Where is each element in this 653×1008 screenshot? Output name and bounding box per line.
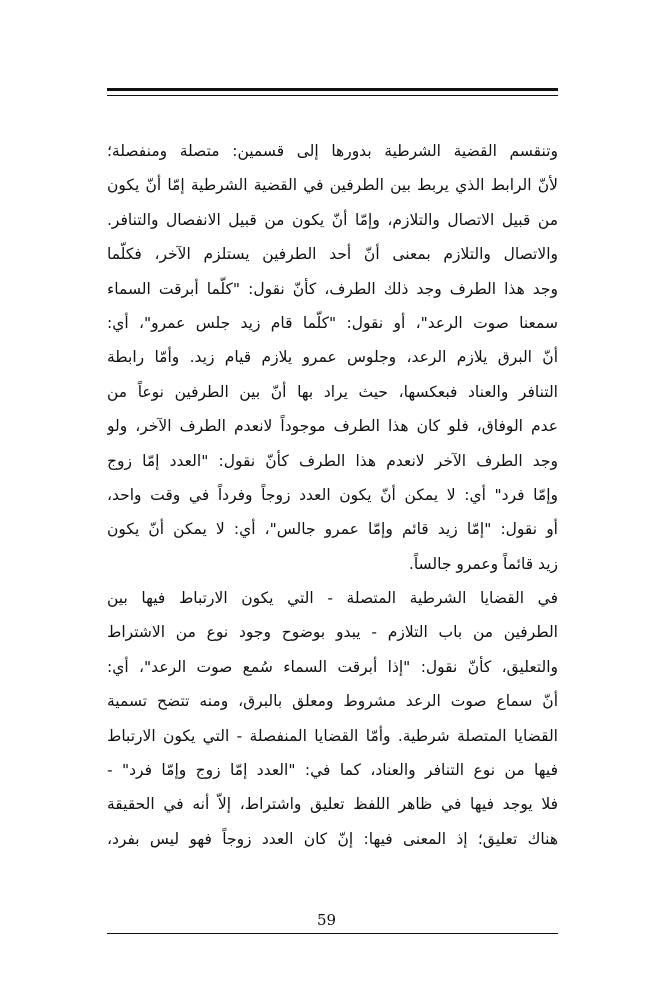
text-line: وجد الطرف الآخر لانعدم هذا الطرف كأنّ نقول: "العدد إمّا زوج — [107, 451, 558, 470]
page-number: 59 — [316, 911, 337, 929]
header-rule-thin — [107, 95, 558, 96]
text-line: فيها من نوع التنافر والعناد، كما في: "العدد إمّا زوج وإمّا فرد" - — [107, 761, 558, 780]
text-line: من قبيل الاتصال والتلازم، وإمّا أنّ يكون من قبيل الانفصال والتنافر. — [107, 210, 558, 229]
body-text — [107, 134, 558, 856]
text-line: زيد قائماً وعمرو جالساً. — [408, 554, 558, 573]
text-line: وتنقسم القضية الشرطية بدورها إلى قسمين: متصلة ومنفصلة؛ — [107, 142, 558, 160]
text-line: في القضايا الشرطية المتصلة - التي يكون الارتباط فيها بين — [107, 589, 558, 608]
text-line: سمعنا صوت الرعد"، أو نقول: "كلّما قام زيد جلس عمرو"، أي: — [107, 313, 558, 332]
footer-rule — [107, 933, 558, 934]
text-line: لأنّ الرابط الذي يربط بين الطرفين في القضية الشرطية إمّا أنّ يكون — [107, 176, 558, 195]
text-line: وجد هذا الطرف وجد ذلك الطرف، كأنّ نقول: "كلّما أبرقت السماء — [107, 279, 558, 298]
text-line: فلا يوجد فيها في ظاهر اللفظ تعليق واشتراط، إلاّ أنه في الحقيقة — [107, 795, 558, 814]
text-line: التنافر والعناد فبعكسها، حيث يراد بها أنّ بين الطرفين نوعاً من — [107, 382, 558, 401]
text-line: أنّ سماع صوت الرعد مشروط ومعلق بالبرق، ومنه تتضح تسمية — [107, 692, 558, 711]
header-rule-thick — [107, 88, 558, 91]
text-line: الطرفين من باب التلازم - يبدو بوضوح وجود نوع من الاشتراط — [107, 623, 558, 642]
text-line: عدم الوفاق، فلو كان هذا الطرف موجوداً لانعدم الطرف الآخر، ولو — [107, 417, 558, 436]
text-line: والاتصال والتلازم بمعنى أنّ أحد الطرفين يستلزم الآخر، فكلّما — [107, 245, 558, 264]
text-line: أنّ البرق يلازم الرعد، وجلوس عمرو يلازم قيام زيد. وأمّا رابطة — [107, 348, 558, 367]
text-line: أو نقول: "إمّا زيد قائم وإمّا عمرو جالس"، أي: لا يمكن أنّ يكون — [107, 520, 558, 539]
text-line: هناك تعليق؛ إذ المعنى فيها: إنّ كان العدد زوجاً فهو ليس بفرد، — [107, 829, 558, 848]
text-line: والتعليق، كأنّ نقول: "إذا أبرقت السماء سُمع صوت الرعد"، أي: — [107, 657, 558, 676]
text-line: القضايا المتصلة شرطية. وأمّا القضايا المنفصلة - التي يكون الارتباط — [107, 726, 558, 745]
text-line: وإمّا فرد" أي: لا يمكن أنّ يكون العدد زوجاً وفرداً في وقت واحد، — [107, 485, 558, 504]
